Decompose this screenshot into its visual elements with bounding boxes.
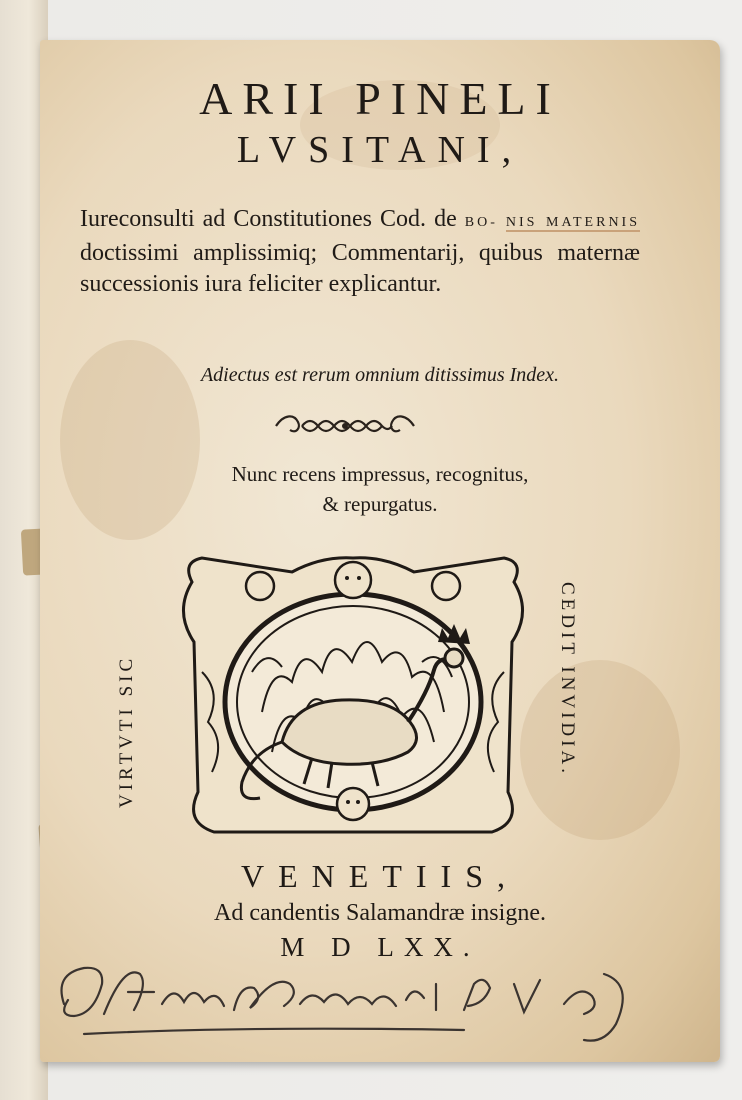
imprint-place: VENETIIS, bbox=[241, 858, 519, 894]
fleuron-ornament-icon bbox=[270, 408, 420, 444]
ownership-signature bbox=[44, 944, 644, 1054]
motto-left: VIRTVTI SIC bbox=[116, 654, 137, 808]
work-description bbox=[80, 204, 640, 300]
foxing-stain bbox=[520, 660, 680, 840]
author-origin: LVSITANI, bbox=[236, 129, 524, 171]
printers-device-salamander-icon bbox=[172, 552, 534, 838]
description-text: Iureconsulti ad Constitutiones Cod. de bbox=[80, 206, 465, 232]
description-text: doctissimi amplissimiq; Commentarij, quibus maternæ successionis iura feliciter explicantur. bbox=[80, 240, 640, 297]
author-name: ARII PINELI bbox=[199, 73, 561, 124]
motto-right: CEDIT INVIDIA. bbox=[557, 582, 578, 777]
description-smallcaps-underlined: NIS MATERNIS bbox=[505, 215, 640, 230]
imprint-year: M D LXX. bbox=[280, 932, 480, 962]
index-note: Adiectus est rerum omnium ditissimus Index. bbox=[200, 364, 560, 386]
edition-note-line1: Nunc recens impressus, recognitus, bbox=[231, 462, 529, 486]
edition-note-line2: & repurgatus. bbox=[322, 492, 438, 516]
imprint-printer: Ad candentis Salamandræ insigne. bbox=[214, 900, 546, 926]
description-smallcaps: BO- bbox=[464, 215, 498, 230]
